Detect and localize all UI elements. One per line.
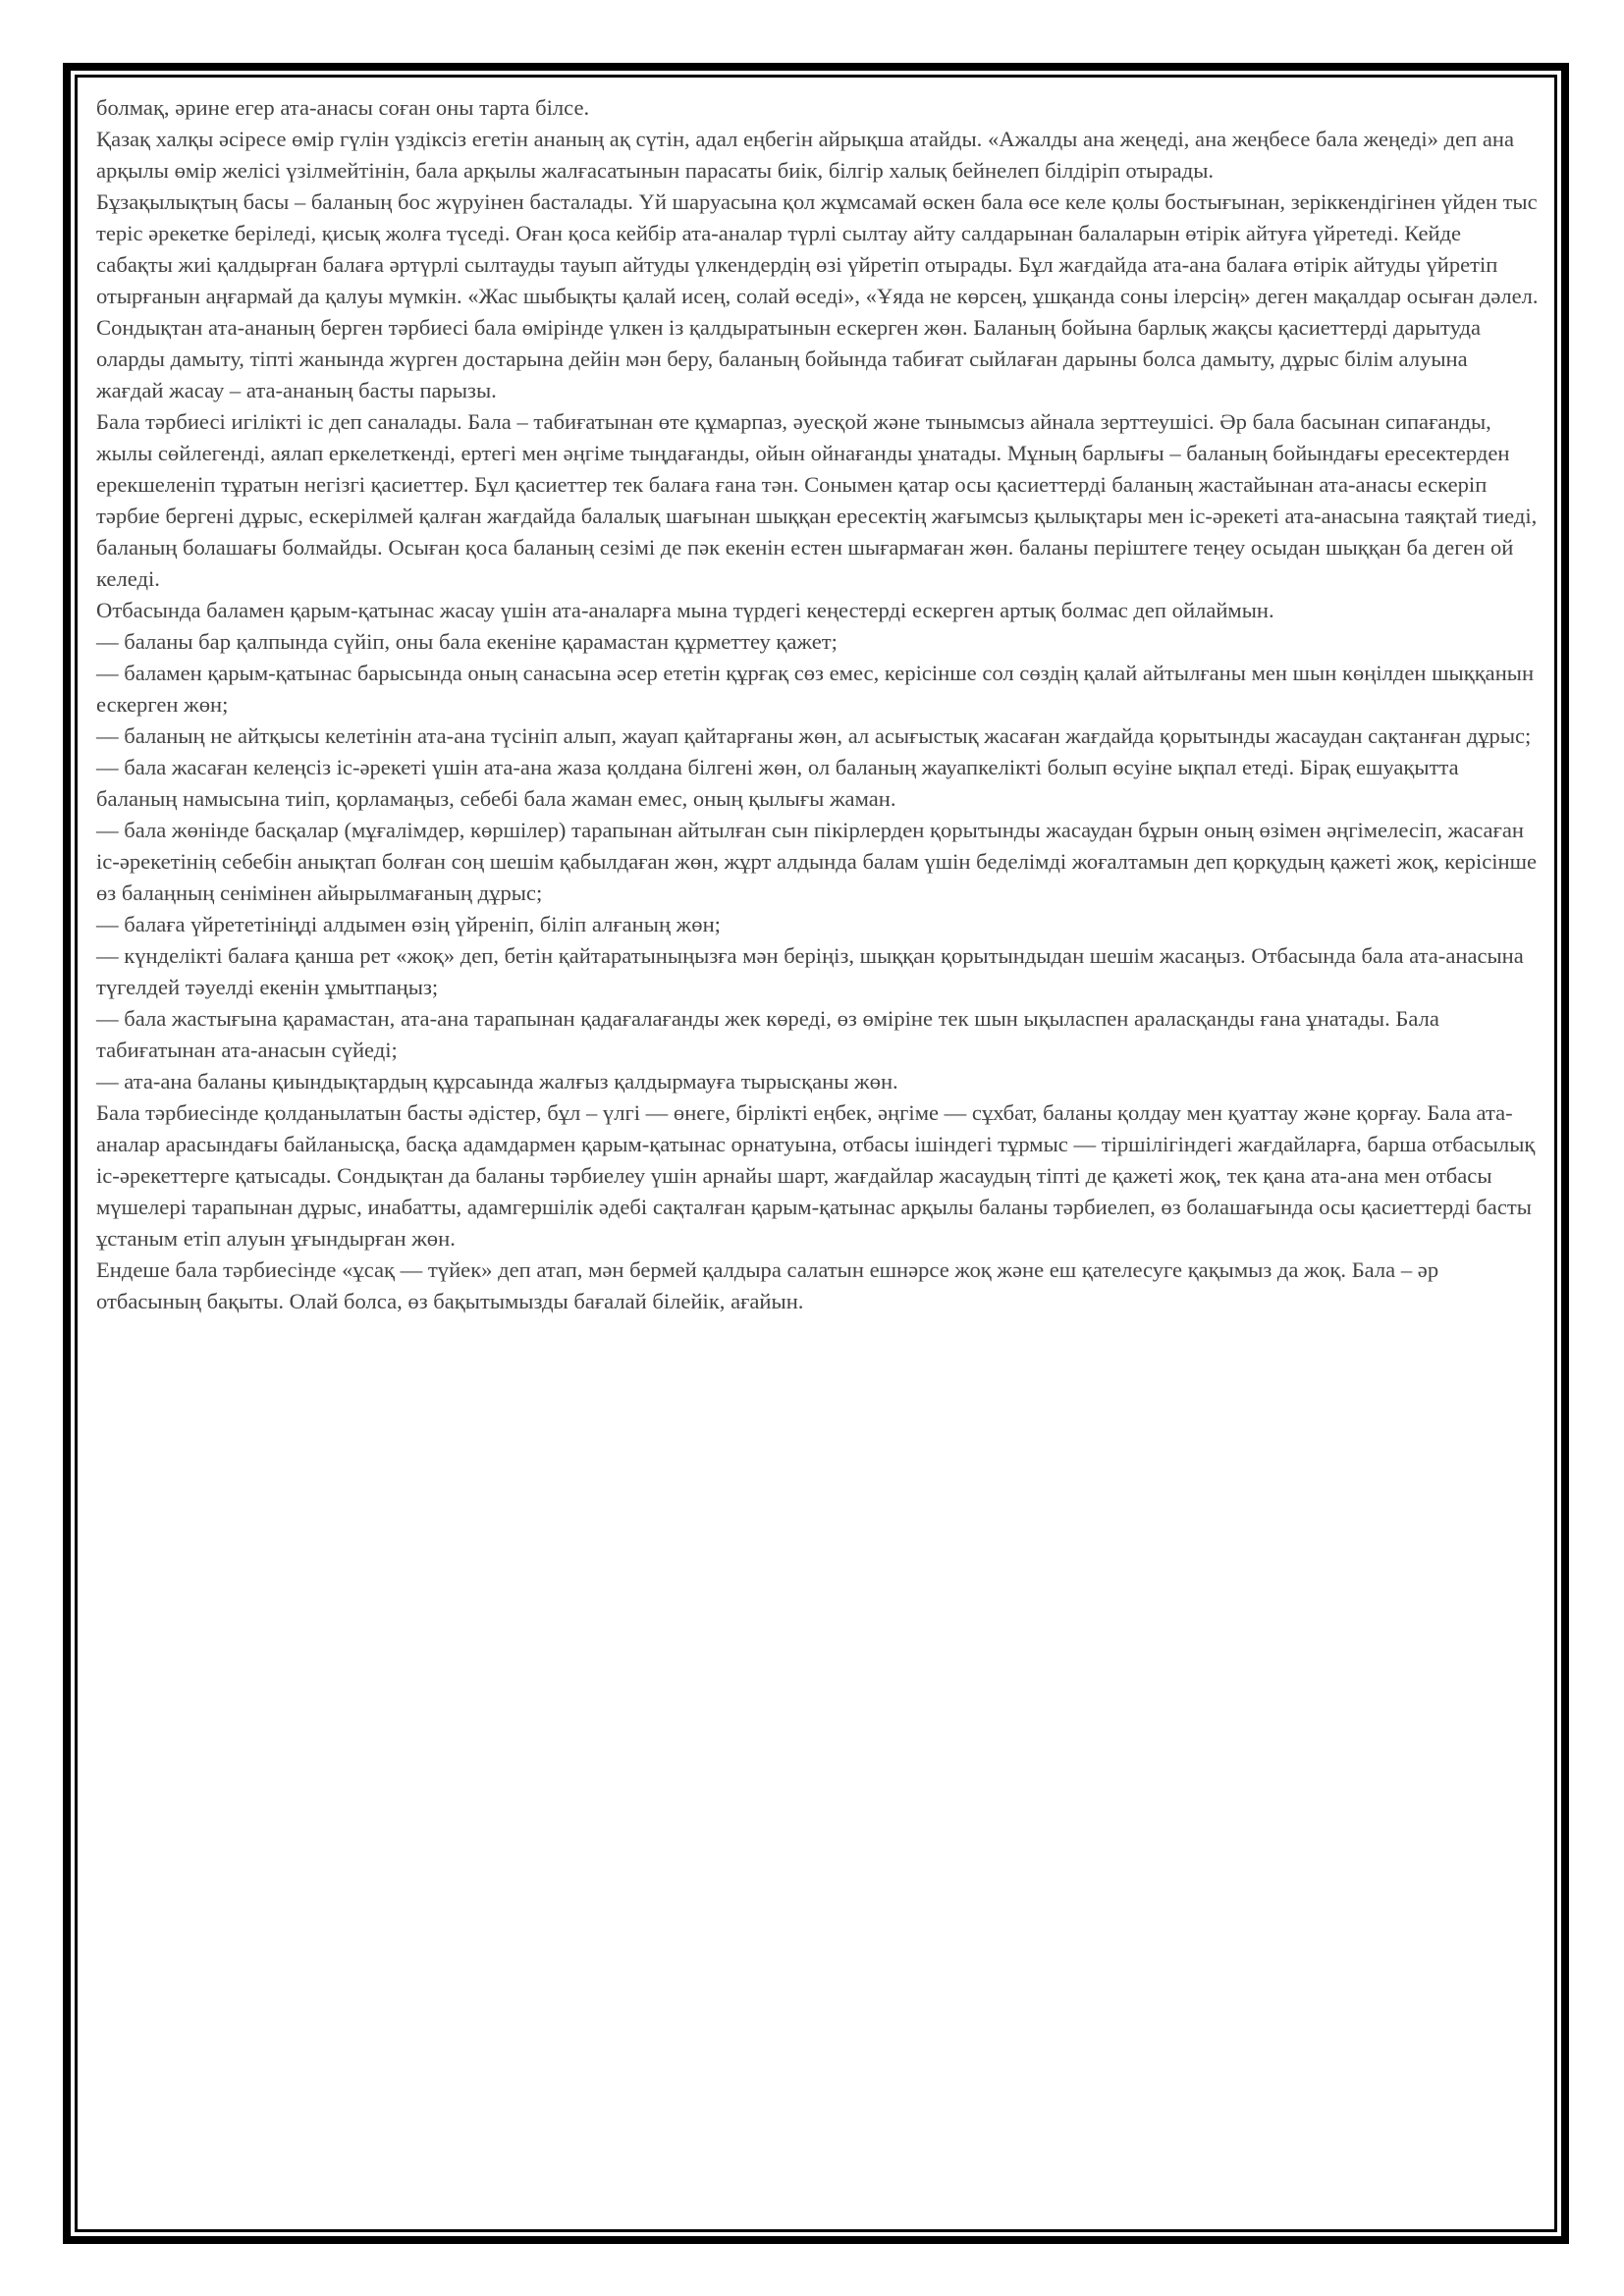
- list-item: — бала жасаған келеңсіз іс-әрекеті үшін ата-ана жаза қолдана білгені жөн, ол баланың жауапкелікті болып өсуіне ықпал етеді. Бірақ ешуақытта баланың намысына тиіп, қорламаңыз, себебі бала жаман емес, оның қылығы жаман.: [96, 755, 1459, 811]
- paragraph: Бала тәрбиесінде қолданылатын басты әдістер, бұл – үлгі — өнеге, бірлікті еңбек, әңгіме — сұхбат, баланы қолдау мен қуаттау және қорғау. Бала ата-аналар арасындағы байланысқа, басқа адамдармен қарым-қатынас орнатуына, отбасы ішіндегі тұрмыс — тіршілігіндегі жағдайларға, барша отбасылық іс-әрекеттерге қатысады. Сондықтан да баланы тәрбиелеу үшін арнайы шарт, жағдайлар жасаудың тіпті де қажеті жоқ, тек қана ата-ана мен отбасы мүшелері тарапынан дұрыс, инабатты, адамгершілік әдебі сақталған қарым-қатынас арқылы баланы тәрбиелеп, өз болашағында осы қасиеттерді басты ұстаным етіп алуын ұғындырған жөн.: [96, 1100, 1536, 1251]
- list-item: — бала жастығына қарамастан, ата-ана тарапынан қадағалағанды жек көреді, өз өміріне тек шын ықыласпен араласқанды ғана ұнатады. Бала табиғатынан ата-анасын сүйеді;: [96, 1006, 1439, 1062]
- list-item: — баланың не айтқысы келетінін ата-ана түсініп алып, жауап қайтарғаны жөн, ал асығыстық жасаған жағдайда қорытынды жасаудан сақтанған дұрыс;: [96, 723, 1532, 748]
- paragraph: болмақ, әрине егер ата-анасы соған оны тарта білсе.: [96, 95, 590, 120]
- list-item: — бала жөнінде басқалар (мұғалімдер, көршілер) тарапынан айтылған сын пікірлерден қорытынды жасаудан бұрын оның өзімен әңгімелесіп, жасаған іс-әрекетінің себебін анықтап болған соң шешім қабылдаған жөн, жұрт алдында балам үшін беделімді жоғалтамын деп қорқудың қажеті жоқ, керісінше өз балаңның сенімінен айырылмағаның дұрыс;: [96, 818, 1538, 905]
- paragraph: Бала тәрбиесі игілікті іс деп саналады. Бала – табиғатынан өте құмарпаз, әуесқой және тынымсыз айнала зерттеушісі. Әр бала басынан сипағанды, жылы сөйлегенді, аялап еркелеткенді, ертегі мен әңгіме тыңдағанды, ойын ойнағанды ұнатады. Мұның барлығы – баланың бойындағы ересектерден ерекшеленіп тұратын негізгі қасиеттер. Бұл қасиеттер тек балаға ғана тән. Сонымен қатар осы қасиеттерді баланың жастайынан ата-анасы ескеріп тәрбие бергені дұрыс, ескерілмей қалған жағдайда балалық шағынан шыққан ересектің жағымсыз қылықтары мен іс-әрекеті ата-анасына таяқтай тиеді, баланың болашағы болмайды. Осыған қоса баланың сезімі де пәк екенін естен шығармаған жөн. баланы періштеге теңеу осыдан шыққан ба деген ой келеді.: [96, 409, 1538, 591]
- list-item: — баланы бар қалпында сүйіп, оны бала екеніне қарамастан құрметтеу қажет;: [96, 629, 838, 654]
- paragraph: Бұзақылықтың басы – баланың бос жүруінен басталады. Үй шаруасына қол жұмсамай өскен бала өсе келе қолы бостығынан, зеріккендігінен үйден тыс теріс әрекетке беріледі, қисық жолға түседі. Оған қоса кейбір ата-аналар түрлі сылтау айту салдарынан балаларын өтірік айтуға үйретеді. Кейде сабақты жиі қалдырған балаға әртүрлі сылтауды тауып айтуды үлкендердің өзі үйретіп отырады. Бұл жағдайда ата-ана балаға өтірік айтуды үйретіп отырғанын аңғармай да қалуы мүмкін. «Жас шыбықты қалай исең, солай өседі», «Ұяда не көрсең, ұшқанда соны ілерсің» деген мақалдар осыған дәлел. Сондықтан ата-ананың берген тәрбиесі бала өмірінде үлкен із қалдыратынын ескерген жөн. Баланың бойына барлық жақсы қасиеттерді дарытуда оларды дамыту, тіпті жанында жүрген достарына дейін мән беру, баланың бойында табиғат сыйлаған дарыны болса дамыту, дұрыс білім алуына жағдай жасау – ата-ананың басты парызы.: [96, 189, 1539, 402]
- document-body: [96, 92, 1540, 1317]
- list-item: — ата-ана баланы қиындықтардың құрсаында жалғыз қалдырмауға тырысқаны жөн.: [96, 1069, 898, 1094]
- list-item: — баламен қарым-қатынас барысында оның санасына әсер ететін құрғақ сөз емес, керісінше сол сөздің қалай айтылғаны мен шын көңілден шыққанын ескерген жөн;: [96, 661, 1535, 717]
- list-item: — балаға үйрететініңді алдымен өзің үйреніп, біліп алғаның жөн;: [96, 912, 721, 936]
- paragraph: Қазақ халқы әсіресе өмір гүлін үздіксіз егетін ананың ақ сүтін, адал еңбегін айрықша атайды. «Ажалды ана жеңеді, ана жеңбесе бала жеңеді» деп ана арқылы өмір желісі үзілмейтінін, бала арқылы жалғасатынын парасаты биік, білгір халық бейнелеп білдіріп отырады.: [96, 127, 1515, 183]
- paragraph: Отбасында баламен қарым-қатынас жасау үшін ата-аналарға мына түрдегі кеңестерді ескерген артық болмас деп ойлаймын.: [96, 598, 1274, 622]
- paragraph: Ендеше бала тәрбиесінде «ұсақ — түйек» деп атап, мән бермей қалдыра салатын ешнәрсе жоқ және еш қателесуге қақымыз да жоқ. Бала – әр отбасының бақыты. Олай болса, өз бақытымызды бағалай білейік, ағайын.: [96, 1257, 1439, 1313]
- list-item: — күнделікті балаға қанша рет «жоқ» деп, бетін қайтаратыныңызға мән беріңіз, шыққан қорытындыдан шешім жасаңыз. Отбасында бала ата-анасына түгелдей тәуелді екенін ұмытпаңыз;: [96, 943, 1524, 999]
